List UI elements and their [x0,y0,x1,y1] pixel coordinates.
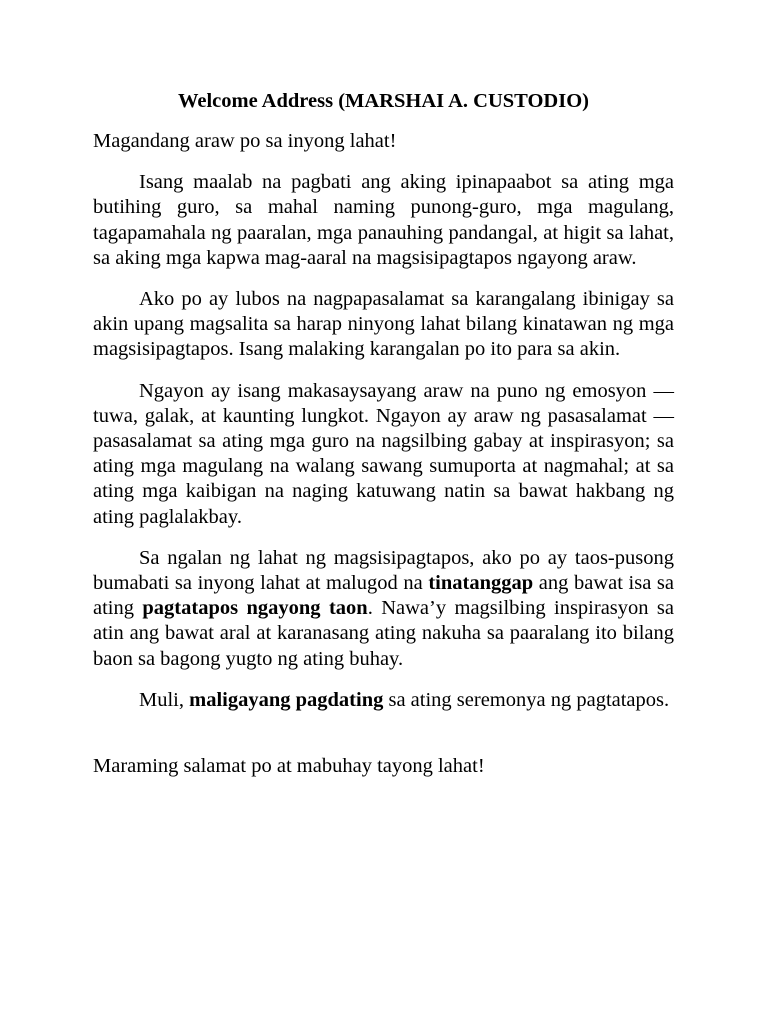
document-page [93,88,674,779]
document-title: Welcome Address (MARSHAI A. CUSTODIO) [178,90,589,112]
greeting-line: Magandang araw po sa inyong lahat! [93,130,397,152]
paragraph-4-bold-a: tinatanggap [428,572,534,595]
paragraph-4-text-a: Sa ngalan ng lahat ng magsisipagtapos, ako po ay taos-pusong bumabati sa inyong lahat at malugod na [93,546,674,595]
paragraph-4 [93,546,674,672]
paragraph-4-bold-b: pagtatapos ngayong taon [142,597,368,620]
paragraph-5-bold-a: maligayang pagdating [189,688,384,711]
paragraph-5-text-b: sa ating seremonya ng pagtatapos. [383,688,670,711]
paragraph-5-text-a: Muli, [139,688,190,711]
paragraph-1: Isang maalab na pagbati ang aking ipinapaabot sa ating mga butihing guro, sa mahal naming punong-guro, mga magulang, tagapamahala ng paaralan, mga panauhing pandangal, at higit sa lahat, sa aking mga kapwa mag-aaral na magsisipagtapos ngayong araw. [93,171,674,269]
paragraph-4-text-b: ang bawat isa sa ating [93,572,674,620]
paragraph-4-text-c: . Nawa’y magsilbing inspirasyon sa atin ang bawat aral at karanasang ating nakuha sa paaralang ito bilang baon sa bagong yugto ng ating buhay. [93,597,675,670]
paragraph-5 [93,688,674,713]
paragraph-3: Ngayon ay isang makasaysayang araw na puno ng emosyon — tuwa, galak, at kaunting lungkot. Ngayon ay araw ng pasasalamat — pasasalamat sa ating mga guro na nagsilbing gabay at inspirasyon; sa ating mga magulang na walang sawang sumuporta at nagmahal; at sa ating mga kaibigan na naging katuwang natin sa bawat hakbang ng ating paglalakbay. [93,379,674,528]
paragraph-2: Ako po ay lubos na nagpapasalamat sa karangalang ibinigay sa akin upang magsalita sa harap ninyong lahat bilang kinatawan ng mga magsisipagtapos. Isang malaking karangalan po ito para sa akin. [93,288,674,361]
closing-line: Maraming salamat po at mabuhay tayong lahat! [93,755,485,778]
